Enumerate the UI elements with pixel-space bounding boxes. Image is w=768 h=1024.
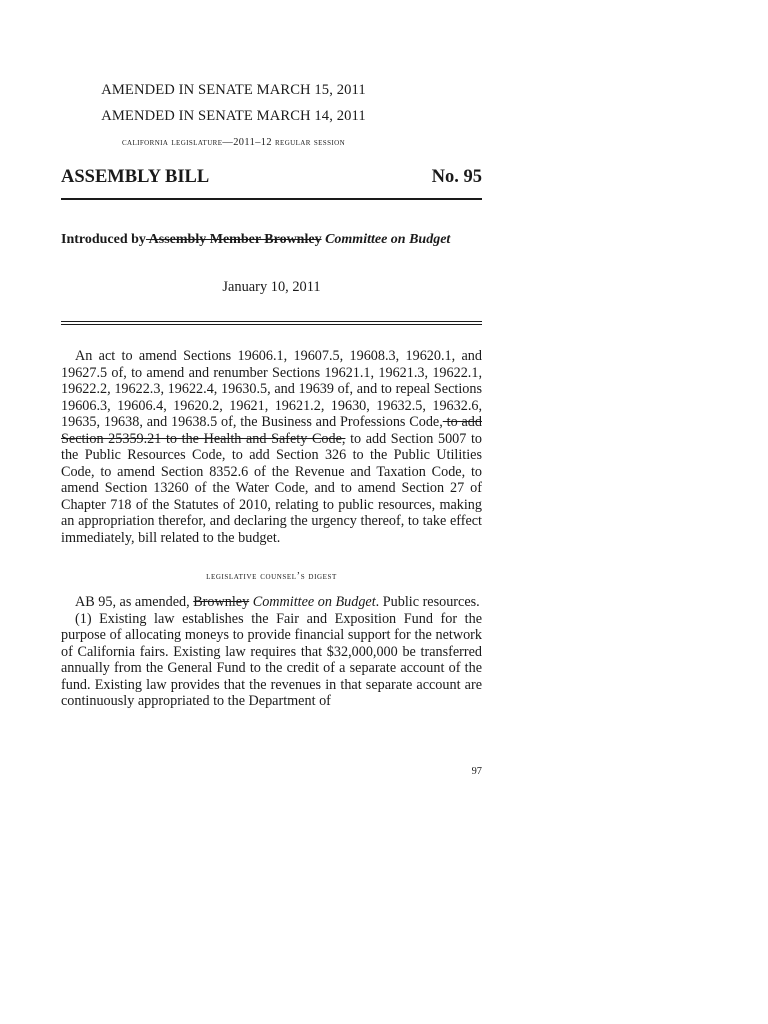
amendment-line-1: AMENDED IN SENATE MARCH 15, 2011 bbox=[101, 82, 366, 98]
digest-lead bbox=[61, 594, 482, 611]
page-number: 97 bbox=[471, 766, 482, 777]
digest-title: legislative counsel’s digest bbox=[206, 571, 337, 582]
session-line: california legislature—2011–12 regular session bbox=[121, 137, 346, 148]
digest-paragraph-1: (1) Existing law establishes the Fair and Exposition Fund for the purpose of allocating moneys to provide financial support for the network of California fairs. Existing law requires that $32,000,000 be transferred annually from the General Fund to the credit of a separate account of the fund. Existing law provides that the revenues in that separate account are continuously appropriated to the Department of bbox=[61, 610, 482, 709]
digest-lead-suffix: . Public resources. bbox=[375, 594, 480, 610]
introduced-by bbox=[61, 232, 482, 248]
bill-type: ASSEMBLY BILL bbox=[61, 167, 210, 187]
bill-page bbox=[61, 0, 482, 1024]
digest-body bbox=[61, 594, 482, 710]
bill-heading bbox=[61, 167, 482, 191]
act-text-1: An act to amend Sections 19606.1, 19607.5, 19608.3, 19620.1, and 19627.5 of, to amend and renumber Sections 19621.1, 19621.3, 19622.1, 19622.2, 19622.3, 19622.4, 19630.5, and 19639 of, and to repeal Sections 19606.3, 19606.4, 19620.2, 19621, 19621.2, 19630, 19632.5, 19632.6, 19635, 19638, and 19638.5 of, the Business and Professions Code, bbox=[61, 348, 482, 430]
digest-struck-author: Brownley bbox=[193, 594, 250, 610]
digest-lead-prefix: AB 95, as amended, bbox=[75, 594, 190, 610]
introduced-new-author: Committee on Budget bbox=[321, 232, 451, 247]
act-text-2: to add Section 5007 to the Public Resources Code, to add Section 326 to the Public Utilities Code, to amend Section 8352.6 of the Revenue and Taxation Code, to amend Section 13260 of the Water Code, and to amend Section 27 of Chapter 718 of the Statutes of 2010, relating to public resources, making an appropriation therefor, and declaring the urgency thereof, to take effect immediately, bill related to the budget. bbox=[61, 430, 482, 546]
digest-new-author: Committee on Budget bbox=[252, 594, 376, 610]
introduced-prefix: Introduced by bbox=[61, 232, 146, 247]
introduced-struck-author: Assembly Member Brownley bbox=[145, 232, 322, 247]
double-rule bbox=[61, 321, 482, 325]
amendment-line-2: AMENDED IN SENATE MARCH 14, 2011 bbox=[101, 108, 366, 124]
act-title-paragraph bbox=[61, 348, 482, 546]
heading-rule bbox=[61, 198, 482, 200]
bill-number: No. 95 bbox=[431, 167, 482, 187]
act-struck-text: to add Section 25359.21 to the Health and Safety Code, bbox=[61, 414, 482, 447]
introduction-date: January 10, 2011 bbox=[222, 279, 321, 295]
